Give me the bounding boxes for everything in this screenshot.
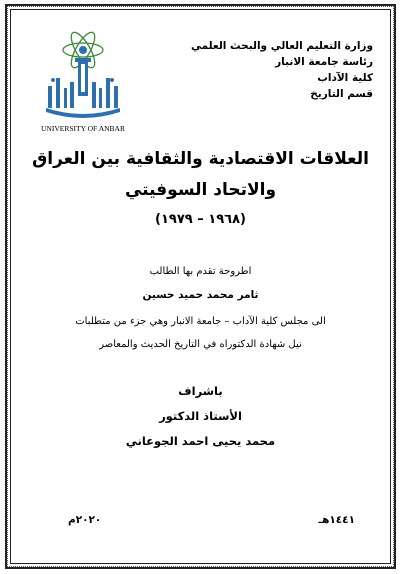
header-ministry: وزارة التعليم العالي والبحث العلمي: [190, 40, 373, 52]
submission-line-3: نيل شهادة الدكتوراه في التاريخ الحديث والمعاصر: [99, 339, 302, 350]
hijri-date: ١٤٤١هـ: [318, 514, 355, 526]
thesis-title-line-2: والاتحاد السوفيتي: [124, 180, 277, 200]
university-logo: [38, 24, 128, 136]
university-name-english: UNIVERSITY OF ANBAR: [41, 124, 125, 133]
university-emblem-icon: [38, 24, 128, 124]
student-name: ثامر محمد حميد حسين: [142, 289, 259, 301]
supervision-label: باشراف: [178, 384, 223, 398]
gregorian-date: ٢٠٢٠م: [68, 514, 102, 526]
header-department: قسم التاريخ: [310, 88, 373, 100]
submission-line-2: الى مجلس كلية الآداب – جامعة الانبار وهي جزء من متطلبات: [75, 316, 326, 327]
header-university: رئاسة جامعة الانبار: [275, 56, 373, 68]
supervisor-name: محمد يحيى احمد الجوعاني: [125, 434, 276, 448]
ministry-header: [190, 38, 373, 102]
thesis-title-line-1: العلاقات الاقتصادية والثقافية بين العراق: [32, 149, 369, 169]
thesis-years: (١٩٦٨ – ١٩٧٩): [155, 212, 246, 227]
supervisor-rank: الأستاذ الدكتور: [159, 409, 242, 423]
header-college: كلية الآداب: [317, 72, 373, 84]
submission-intro: اطروحة تقدم بها الطالب: [149, 266, 252, 277]
